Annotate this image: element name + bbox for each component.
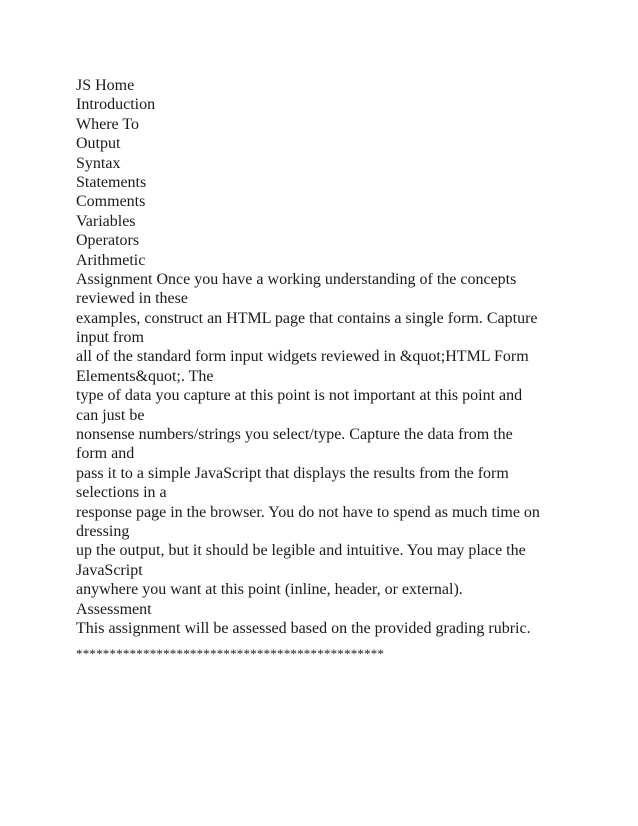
assignment-line: type of data you capture at this point is not important at this point and: [76, 387, 523, 405]
assignment-text: [76, 270, 576, 600]
assignment-line: all of the standard form input widgets reviewed in &quot;HTML Form: [76, 348, 529, 366]
assessment-heading: Assessment: [76, 600, 152, 618]
document-page: [76, 76, 576, 662]
assignment-line: up the output, but it should be legible and intuitive. You may place the: [76, 542, 526, 560]
assessment-text: This assignment will be assessed based on the provided grading rubric.: [76, 619, 531, 637]
nav-item-introduction: Introduction: [76, 96, 156, 114]
assignment-line: reviewed in these: [76, 290, 188, 308]
nav-item-output: Output: [76, 135, 121, 153]
nav-item-comments: Comments: [76, 193, 146, 211]
assignment-line: nonsense numbers/strings you select/type. Capture the data from the: [76, 426, 513, 444]
nav-item-js-home: JS Home: [76, 77, 135, 94]
nav-list: [76, 76, 576, 270]
assignment-line: form and: [76, 445, 135, 463]
assignment-line: response page in the browser. You do not have to spend as much time on: [76, 503, 540, 521]
asterisk-divider: **********************************************: [76, 646, 385, 662]
assignment-line: pass it to a simple JavaScript that displays the results from the form: [76, 464, 509, 482]
assignment-line: JavaScript: [76, 561, 143, 579]
assignment-line: input from: [76, 329, 144, 347]
assignment-line: dressing: [76, 522, 130, 540]
assignment-line: selections in a: [76, 484, 167, 502]
assignment-line: anywhere you want at this point (inline, header, or external).: [76, 581, 463, 599]
nav-item-arithmetic: Arithmetic: [76, 251, 146, 269]
assignment-line: Assignment Once you have a working understanding of the concepts: [76, 270, 517, 288]
nav-item-operators: Operators: [76, 232, 140, 250]
nav-item-where-to: Where To: [76, 115, 139, 133]
nav-item-variables: Variables: [76, 212, 136, 230]
assignment-line: examples, construct an HTML page that contains a single form. Capture: [76, 309, 538, 327]
nav-item-statements: Statements: [76, 173, 147, 191]
nav-item-syntax: Syntax: [76, 154, 121, 172]
assignment-line: can just be: [76, 406, 145, 424]
assignment-line: Elements&quot;. The: [76, 367, 214, 385]
